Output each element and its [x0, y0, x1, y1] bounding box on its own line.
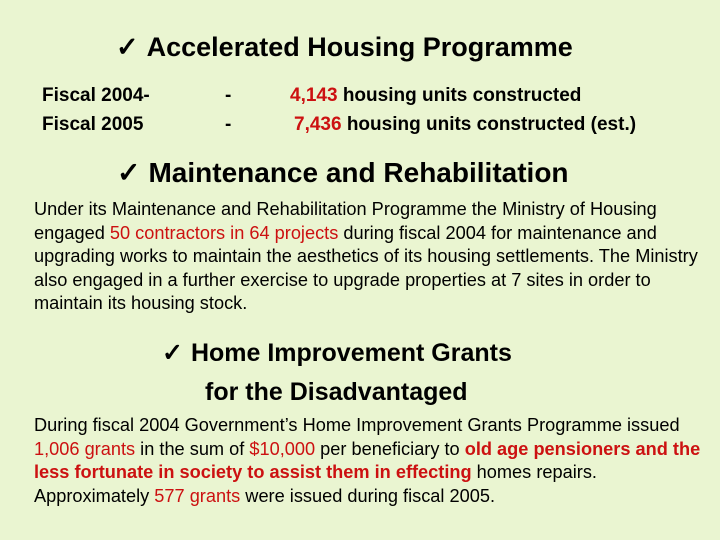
- para-text: Under its Maintenance and Rehabilitation Programme the Ministry of Housing engaged: [34, 199, 657, 243]
- para-text: during fiscal 2004 for maintenance and upgrading works to maintain the aesthetics of its housing settlements. The Ministry also engaged in a further exercise to upgrade properties at 7 sites in order to maintain its housing stock.: [34, 222, 698, 313]
- units-value: [294, 114, 636, 136]
- dash: -: [225, 114, 232, 135]
- para-highlight: 1,006 grants: [34, 438, 136, 459]
- heading-maintenance: [117, 156, 569, 189]
- units-count: 4,143: [290, 85, 338, 106]
- units-count: 7,436: [294, 114, 342, 135]
- fiscal-year: Fiscal 2005: [42, 114, 144, 135]
- heading-home-improvement: [162, 338, 512, 368]
- heading-text: Accelerated Housing Programme: [146, 32, 573, 62]
- heading-text: Home Improvement Grants: [190, 339, 512, 367]
- heading-text: Maintenance and Rehabilitation: [148, 157, 569, 188]
- heading-accelerated-housing: [116, 32, 573, 63]
- heading-home-improvement-line2: for the Disadvantaged: [205, 378, 468, 406]
- para-highlight: $10,000: [249, 438, 316, 459]
- para-highlight: old age pensioners and the less fortunate in society to assist them in effecting: [34, 438, 701, 482]
- units-text: housing units constructed: [337, 85, 582, 106]
- para-text: per beneficiary to: [315, 438, 465, 459]
- checkmark-icon: ✓: [117, 157, 141, 188]
- para-text: During fiscal 2004 Government’s Home Improvement Grants Programme issued: [34, 415, 680, 435]
- para-text: homes repairs. Approximately: [34, 462, 597, 506]
- maintenance-paragraph: [34, 198, 702, 316]
- para-text: in the sum of: [135, 438, 250, 459]
- units-text: housing units constructed (est.): [341, 114, 637, 135]
- fiscal-year: Fiscal 2004-: [42, 85, 150, 106]
- checkmark-icon: ✓: [162, 339, 183, 367]
- para-highlight: 577 grants: [154, 485, 241, 506]
- para-highlight: 50 contractors in 64 projects: [109, 222, 339, 243]
- units-value: [290, 85, 581, 107]
- grants-paragraph: [34, 414, 702, 508]
- dash: -: [225, 85, 232, 106]
- para-text: were issued during fiscal 2005.: [240, 485, 496, 506]
- checkmark-icon: ✓: [116, 32, 139, 62]
